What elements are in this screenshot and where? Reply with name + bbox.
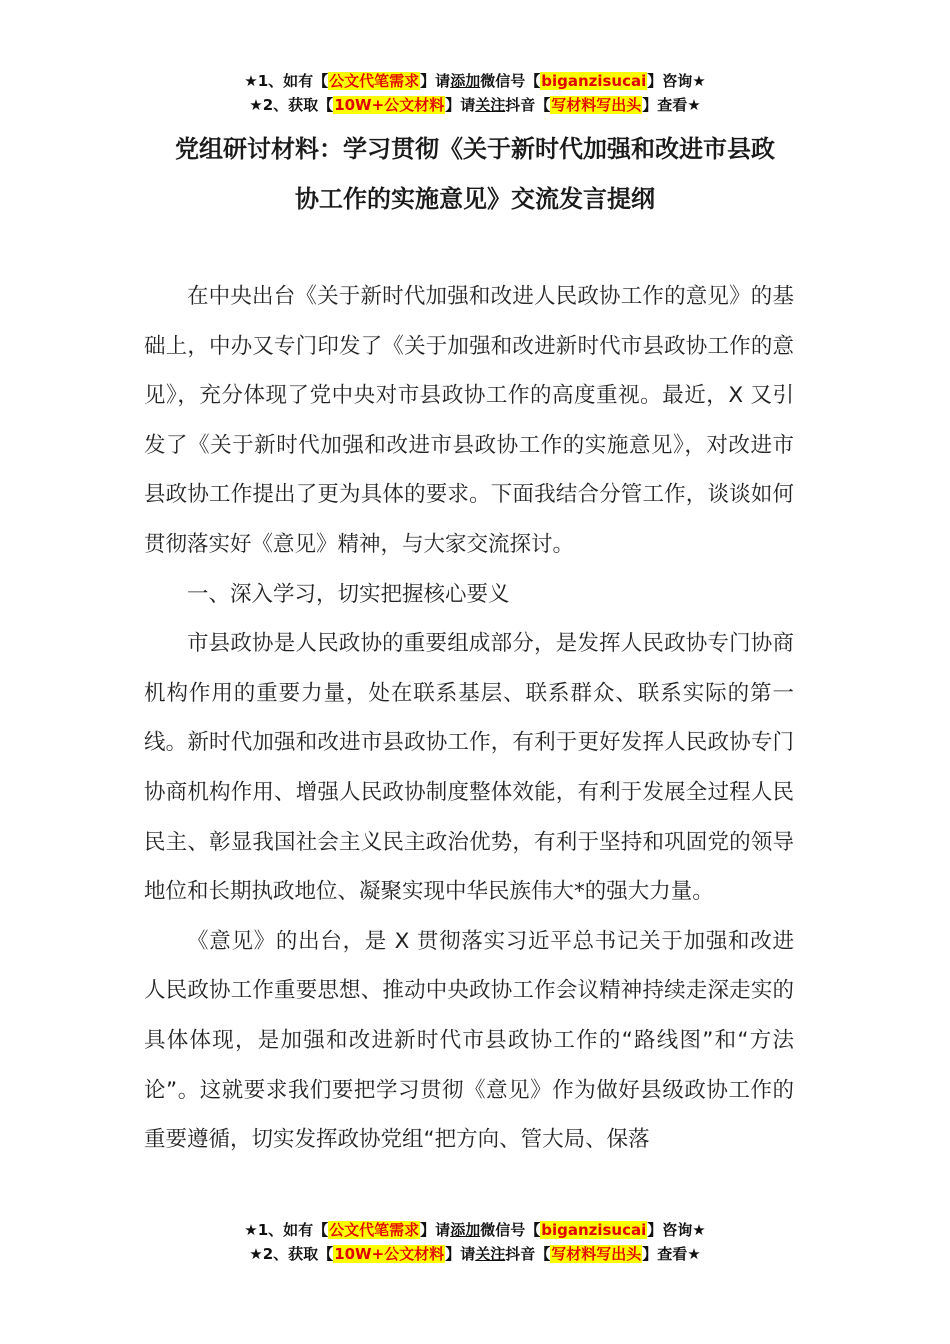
promo-highlight: biganzisucai bbox=[541, 72, 647, 90]
promo-line-2: ★2、获取【10W+公文材料】请关注抖音【写材料写出头】查看★ bbox=[249, 1245, 701, 1263]
document-body bbox=[144, 272, 794, 1165]
promo-highlight: 写材料写出头 bbox=[551, 96, 642, 114]
body-paragraph: 《意见》的出台，是 X 贯彻落实习近平总书记关于加强和改进人民政协工作重要思想、推动中央政协工作会议精神持续走深走实的具体体现，是加强和改进新时代市县政协工作的“路线图”和“方法论”。这就要求我们要把学习贯彻《意见》作为做好县级政协工作的重要遵循，切实发挥政协党组“把方向、管大局、保落 bbox=[144, 928, 794, 1153]
header-promo-banner bbox=[0, 69, 950, 117]
promo-highlight: 10W+公文材料 bbox=[334, 1245, 445, 1263]
promo-highlight: 公文代笔需求 bbox=[329, 1221, 420, 1239]
title-line-1: 党组研讨材料：学习贯彻《关于新时代加强和改进市县政 bbox=[175, 135, 775, 163]
promo-highlight: 公文代笔需求 bbox=[329, 72, 420, 90]
title-line-2: 协工作的实施意见》交流发言提纲 bbox=[295, 185, 655, 213]
footer-promo-banner bbox=[0, 1218, 950, 1266]
promo-line-2: ★2、获取【10W+公文材料】请关注抖音【写材料写出头】查看★ bbox=[249, 96, 701, 114]
intro-paragraph: 在中央出台《关于新时代加强和改进人民政协工作的意见》的基础上，中办又专门印发了《关于加强和改进新时代市县政协工作的意见》，充分体现了党中央对市县政协工作的高度重视。最近，X 又引发了《关于新时代加强和改进市县政协工作的实施意见》，对改进市县政协工作提出了更为具体的要求。下面我结合分管工作，谈谈如何贯彻落实好《意见》精神，与大家交流探讨。 bbox=[144, 284, 794, 557]
promo-line-1: ★1、如有【公文代笔需求】请添加微信号【biganzisucai】咨询★ bbox=[244, 72, 706, 90]
promo-line-1: ★1、如有【公文代笔需求】请添加微信号【biganzisucai】咨询★ bbox=[244, 1221, 706, 1239]
body-paragraph: 市县政协是人民政协的重要组成部分，是发挥人民政协专门协商机构作用的重要力量，处在联系基层、联系群众、联系实际的第一线。新时代加强和改进市县政协工作，有利于更好发挥人民政协专门协商机构作用、增强人民政协制度整体效能，有利于发展全过程人民民主、彰显我国社会主义民主政治优势，有利于坚持和巩固党的领导地位和长期执政地位、凝聚实现中华民族伟大*的强大力量。 bbox=[144, 631, 794, 905]
section-heading: 一、深入学习，切实把握核心要义 bbox=[187, 581, 510, 607]
promo-highlight: biganzisucai bbox=[541, 1221, 647, 1239]
document-title bbox=[140, 124, 810, 224]
promo-highlight: 10W+公文材料 bbox=[334, 96, 445, 114]
promo-highlight: 写材料写出头 bbox=[551, 1245, 642, 1263]
